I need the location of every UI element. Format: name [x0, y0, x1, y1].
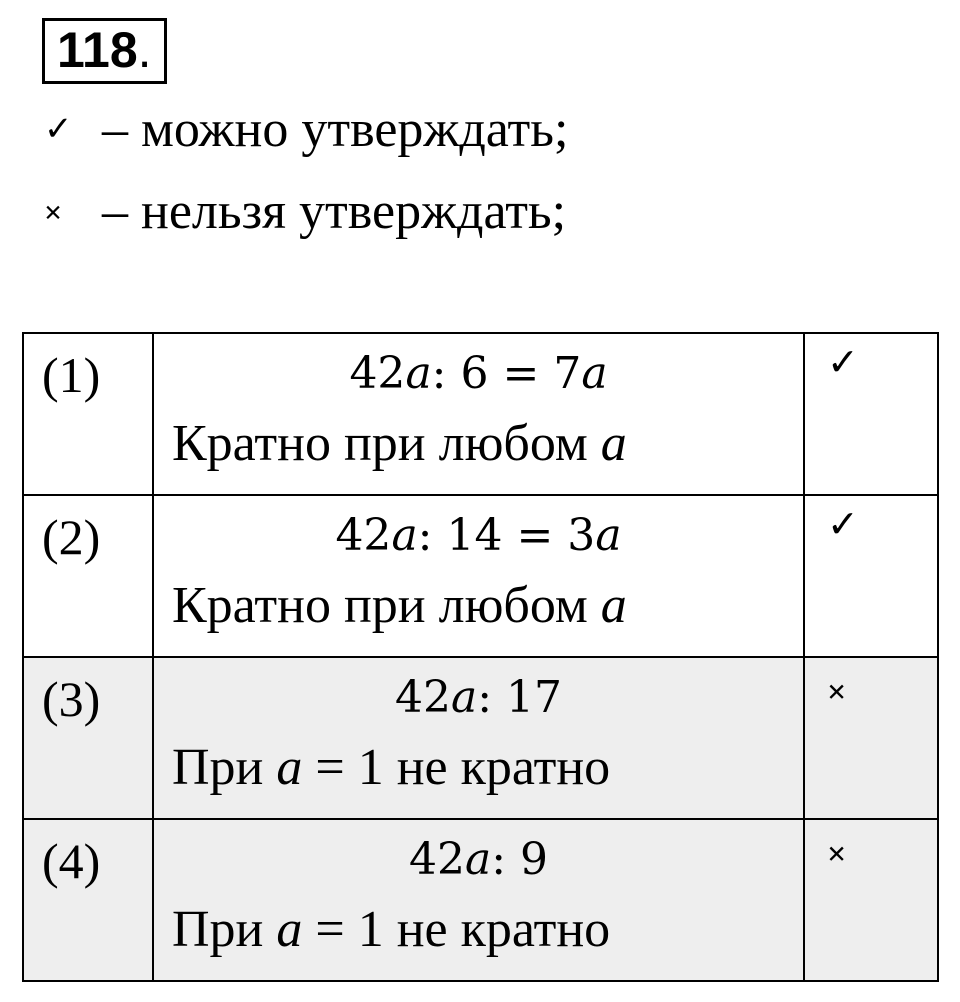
legend-text-can: – можно утверждать;: [102, 101, 569, 158]
cross-icon: ×: [804, 819, 938, 981]
cross-icon: ×: [804, 657, 938, 819]
task-number-box: [42, 18, 167, 84]
table-row: [23, 333, 938, 495]
row-content: [153, 333, 804, 495]
table-row: [23, 819, 938, 981]
row-conclusion: При a = 1 не кратно: [172, 901, 611, 958]
row-conclusion: При a = 1 не кратно: [172, 739, 611, 796]
cross-icon: ×: [44, 194, 63, 230]
row-index: (1): [23, 333, 153, 495]
legend-text-cannot: – нельзя утверждать;: [102, 183, 567, 240]
row-content: [153, 495, 804, 657]
row-expression: 42a: 17: [394, 672, 563, 723]
legend-item-cannot: [44, 182, 566, 242]
check-icon: ✓: [44, 111, 73, 148]
row-expression: 42a: 9: [408, 834, 549, 885]
task-number-suffix: .: [137, 22, 152, 78]
row-index: (4): [23, 819, 153, 981]
row-content: [153, 819, 804, 981]
row-index: (2): [23, 495, 153, 657]
row-content: [153, 657, 804, 819]
row-index: (3): [23, 657, 153, 819]
legend-item-can: [44, 100, 568, 160]
check-icon: ✓: [804, 333, 938, 495]
check-icon: ✓: [804, 495, 938, 657]
answers-table: [22, 332, 939, 982]
task-header: [42, 18, 167, 84]
row-conclusion: Кратно при любом a: [172, 415, 627, 472]
row-expression: 42a: 14 = 3a: [335, 510, 622, 561]
task-number: 118: [57, 22, 138, 78]
row-expression: 42a: 6 = 7a: [349, 348, 608, 399]
table-row: [23, 495, 938, 657]
table-row: [23, 657, 938, 819]
row-conclusion: Кратно при любом a: [172, 577, 627, 634]
